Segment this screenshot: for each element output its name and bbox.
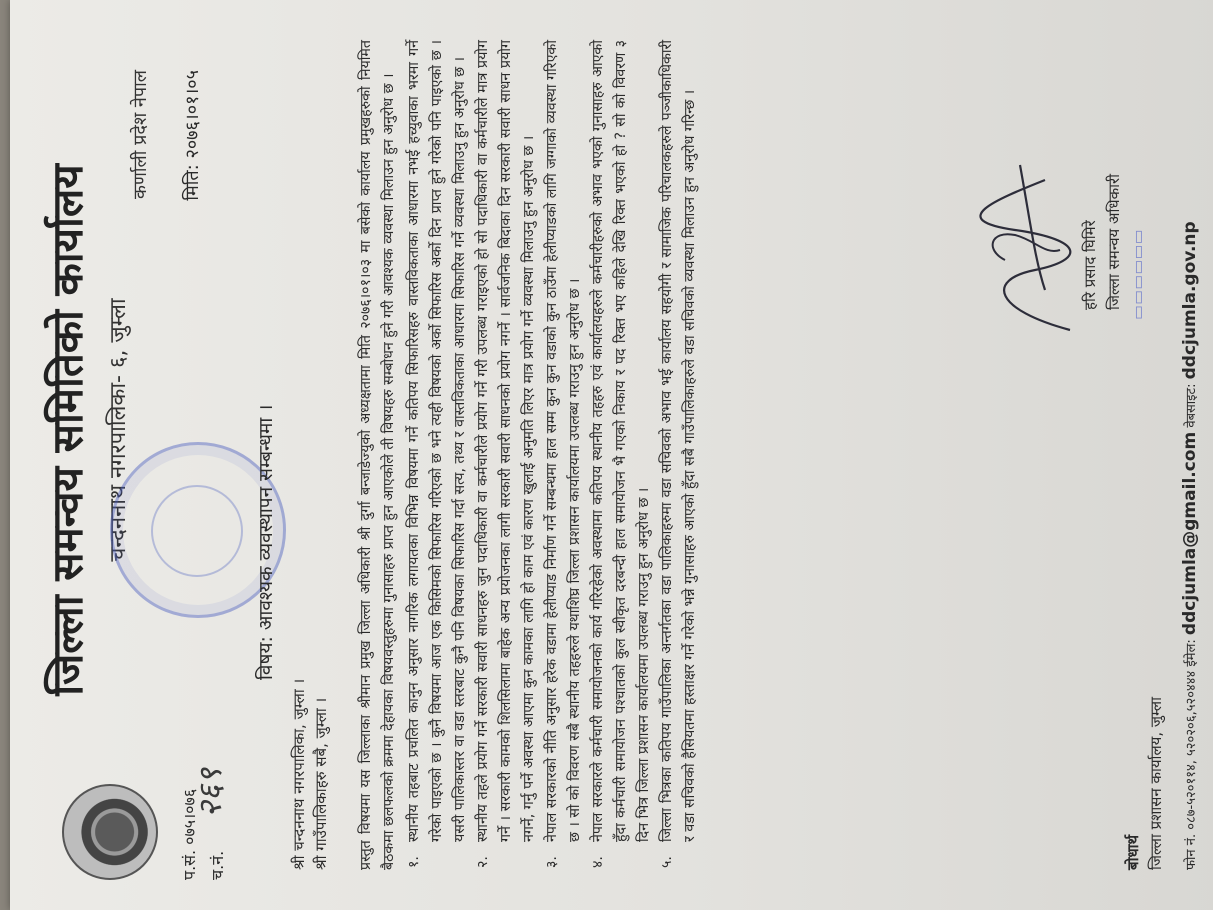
points-list xyxy=(403,40,702,870)
letter-footer xyxy=(1180,10,1200,870)
signatory-title: जिल्ला समन्वय अधिकारी xyxy=(1105,173,1123,310)
recipient-line: श्री चन्दननाथ नगरपालिका, जुम्ला । xyxy=(290,678,308,870)
recipients-block xyxy=(288,679,332,870)
point-number: ४. xyxy=(590,856,606,868)
list-item xyxy=(472,40,541,870)
info-copy-office: जिल्ला प्रशासन कार्यालय, जुम्ला xyxy=(1147,697,1165,870)
footer-email-label: ईमेल: xyxy=(1184,639,1199,667)
point-number: १. xyxy=(406,856,422,868)
province-label: कर्णाली प्रदेश नेपाल xyxy=(130,70,151,199)
seal-inner-ring xyxy=(151,485,243,577)
letter-content xyxy=(10,0,1213,910)
footer-email: ddcjumla@gmail.com xyxy=(1180,431,1200,636)
nepal-emblem-icon xyxy=(62,784,158,880)
info-copy-label: बोधार्थ xyxy=(1124,834,1142,870)
list-item xyxy=(656,40,702,870)
office-subtitle: चन्दननाथ नगरपालिका- ६, जुम्ला xyxy=(106,298,131,562)
point-text: स्थानीय तहले प्रयोग गर्ने सरकारी सवारी साधनहरु जुन पदाधिकारी वा कर्मचारीले प्रयोग गर्ने गरी उपलब्ध गराइएको हो सो पदाधिकारी वा कर्मचारीले मात्र प्रयोग गर्ने । सरकारी कामको शिलसिलामा बाहेक अन्य प्रयोजनका लागी सरकारी सवारी साधनको प्रयोग नगर्ने । सार्वजनिक बिदाका दिन सरकारी सवारी साधन प्रयोग नगर्ने, गर्नु पर्ने अवस्था आएमा कुन कामका लागि हो काम एवं कारण खुलाई अनुमति लिएर मात्र प्रयोग गर्ने व्यवस्था मिलाउनु हुन अनुरोध छ । xyxy=(475,40,537,842)
point-text: जिल्ला भित्रका कतिपय गाउँपालिका अन्तर्गतका वडा पालिकाहरुमा वडा सचिवको अभाव भई कार्यालय सहयोगी र सामाजिक परिचालकहरुले पञ्जीकाधिकारी र वडा सचिवको हैसियतमा हस्ताक्षर गर्ने गरेको भन्ने गुनासाहरु आएको हुँदा सबै गाउँपालिकाहरुले वडा सचिवको व्यवस्था मिलाउन हुन अनुरोध गरिन्छ । xyxy=(659,40,698,842)
footer-website: ddcjumla.gov.np xyxy=(1180,221,1200,380)
point-text: नेपाल सरकारले कर्मचारी समायोजनको कार्य गरिरहेको अवस्थामा कतिपय स्थानीय तहहरु एवं कार्यालयहरुले कर्मचारीहरुको अभाव भएको गुनासाहरु आएको हुँदा कर्मचारी समायोजन पश्चातको कुल स्वीकृत दरबन्दी हाल समायोजन भै गएको निकाय र पद रिक्त भए कहिले देखि रिक्त भएको हो ? सो को विवरण ३ दिन भित्र जिल्ला प्रशासन कार्यालयमा उपलब्ध गराउनु हुन अनुरोध छ । xyxy=(590,40,652,842)
list-item xyxy=(403,40,472,870)
recipient-line: श्री गाउँपालिकाहरु सबै, जुम्ला । xyxy=(312,697,330,870)
list-item xyxy=(587,40,656,870)
signature-icon xyxy=(975,150,1095,350)
point-number: २. xyxy=(475,856,491,868)
letter-paper xyxy=(10,0,1213,910)
point-number: ३. xyxy=(544,856,560,868)
list-item xyxy=(541,40,587,870)
background-edge xyxy=(0,0,10,910)
dispatch-number-handwritten: २६९ xyxy=(191,768,229,818)
intro-paragraph: प्रस्तुत विषयमा यस जिल्लाका श्रीमान प्रमुख जिल्ला अधिकारी श्री दुर्गा बन्जाडेज्युको अध्यक्षतामा मिति २०७६।०१।०३ मा बसेको कार्यालय प्रमुखहरुको नियमित बैठकमा छलफलको क्रममा देहायका विषयवस्तुहरुमा गुनासाहरु प्राप्त हुन आएकोले ती विषयहरु सम्बोधन हुने गरी आवश्यक व्यवस्था मिलाउन हुन अनुरोध छ । xyxy=(358,40,397,870)
reference-number: प.सं. ०७५।०७६ xyxy=(180,788,199,880)
letter-date: मिति: २०७६।०१।०५ xyxy=(182,70,203,201)
point-text: नेपाल सरकारको नीति अनुसार हरेक वडामा हेलीप्याड निर्माण गर्ने सम्बन्धमा हाल सम्म कुन कुन वडाको कुन ठाउँमा हेलीप्याडको लागि जग्गाको व्यवस्था गरिएको छ । सो को विवरण सबै स्थानीय तहहरुले यथाशिघ्र जिल्ला प्रशासन कार्यालयमा उपलब्ध गराउनु हुन अनुरोध छ । xyxy=(544,40,583,842)
office-title: जिल्ला समन्वय समितिको कार्यालय xyxy=(43,164,92,696)
footer-website-label: वेबसाइट: xyxy=(1184,383,1199,428)
letter-subject: विषय: आवश्यक व्यवस्थापन सम्बन्धमा । xyxy=(255,404,277,680)
signatory-stamp-icon: ▭▭▭▭▭▭ xyxy=(1128,229,1147,320)
dispatch-label: च.नं. xyxy=(208,850,227,880)
signatory-name: हरि प्रसाद घिमिरे xyxy=(1081,220,1099,310)
letter-body xyxy=(355,40,702,870)
point-text: स्थानीय तहबाट प्रचलित कानुन अनुसार नागरिक लगायतका विभिन्न विषयमा गर्ने कतिपय सिफारिसहरु वास्तविकताका आधारमा नभई हच्युवाका भरमा गर्ने गरेको पाइएको छ । कुनै विषयमा आज एक किसिमको सिफारिस गरिएको छ भने त्यही विषयको अर्को सिफारिस अर्को दिन प्राप्त हुने गरेको पनि पाइएको छ । यसरी पालिकास्तर वा वडा स्तरबाट कुनै पनि विषयका सिफारिस गर्दा सत्य, तथ्य र वास्तविकताका आधारमा सिफारिस गर्ने व्यवस्था मिलाउनु हुन अनुरोध छ । xyxy=(406,40,468,842)
footer-phone: फोन नं. ०८७-५२०११४, ५२०२०६,५२०४४४ xyxy=(1184,670,1199,870)
point-number: ५. xyxy=(659,856,675,868)
